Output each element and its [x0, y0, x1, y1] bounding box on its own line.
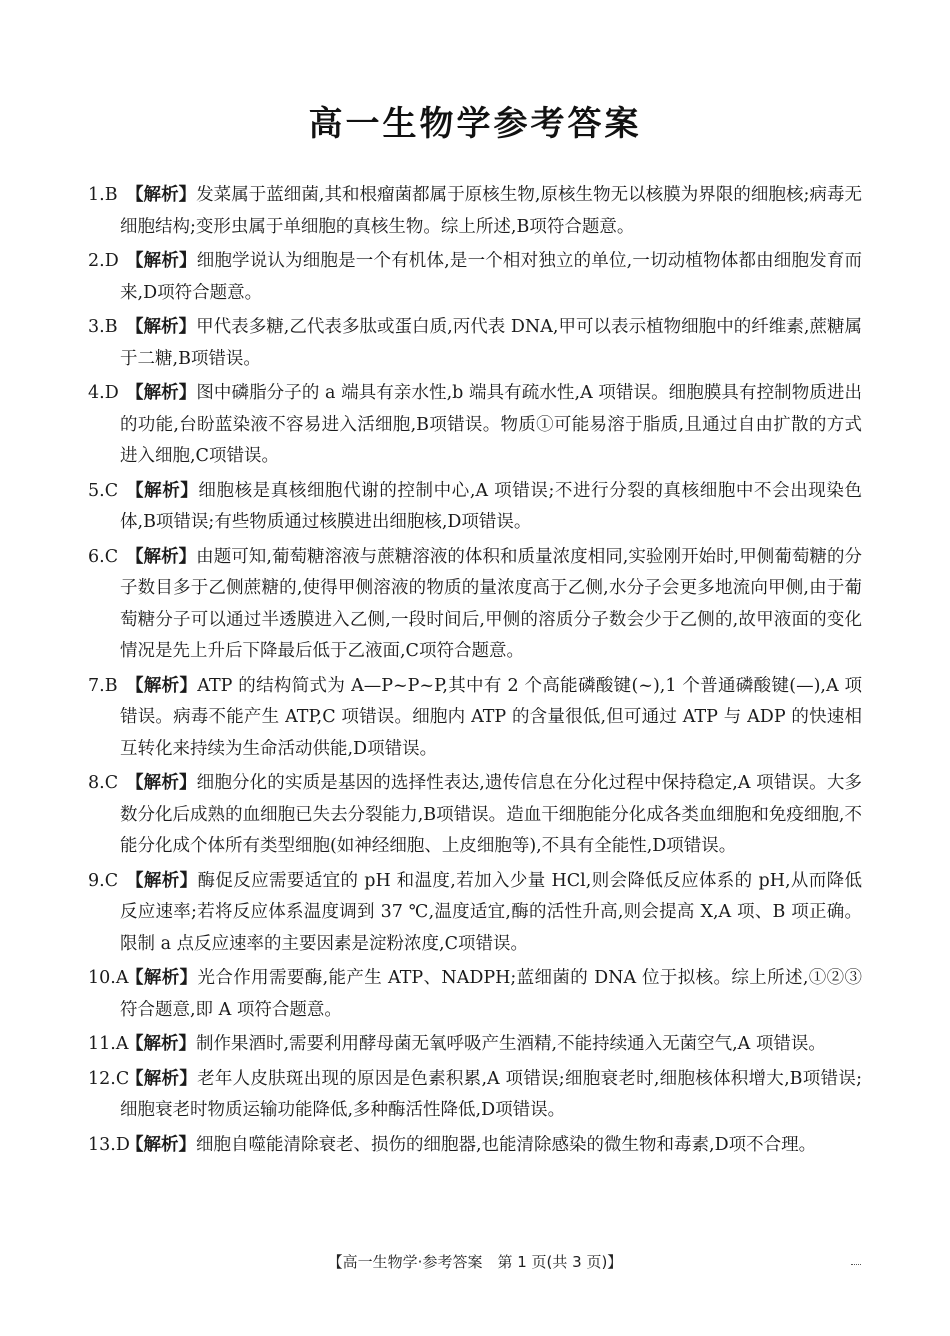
item-number: 12.C	[88, 1068, 130, 1089]
answer-item-1	[88, 180, 862, 243]
analysis-tag: 【解析】	[126, 317, 197, 337]
analysis-tag: 【解析】	[126, 773, 197, 793]
item-number: 5.C	[88, 480, 119, 501]
answer-item-11	[88, 1029, 862, 1061]
answer-item-4	[88, 378, 862, 473]
analysis-tag: 【解析】	[126, 870, 198, 891]
answer-item-9	[88, 866, 862, 961]
analysis-tag: 【解析】	[126, 1134, 196, 1155]
item-number: 11.A	[88, 1034, 129, 1054]
analysis-tag: 【解析】	[126, 968, 198, 988]
item-number: 9.C	[88, 870, 119, 891]
answer-item-8	[88, 768, 862, 863]
item-number: 3.B	[88, 317, 118, 337]
answer-list	[88, 180, 862, 1164]
analysis-text: 由题可知,葡萄糖溶液与蔗糖溶液的体积和质量浓度相同,实验刚开始时,甲侧葡萄糖的分子数目多于乙侧蔗糖的,使得甲侧溶液的物质的量浓度高于乙侧,水分子会更多地流向甲侧,由于葡萄糖分子可以通过半透膜进入乙侧,一段时间后,甲侧的溶质分子数会少于乙侧的,故甲液面的变化情况是先上升后下降最后低于乙液面,C项符合题意。	[120, 546, 863, 661]
item-number: 4.D	[88, 383, 119, 403]
analysis-tag: 【解析】	[126, 675, 198, 696]
analysis-text: 发菜属于蓝细菌,其和根瘤菌都属于原核生物,原核生物无以核膜为界限的细胞核;病毒无细胞结构;变形虫属于单细胞的真核生物。综上所述,B项符合题意。	[120, 185, 862, 237]
analysis-tag: 【解析】	[126, 546, 197, 567]
answer-item-5	[88, 476, 862, 539]
analysis-tag: 【解析】	[126, 1068, 198, 1089]
answer-item-7	[88, 671, 862, 766]
analysis-tag: 【解析】	[126, 185, 197, 205]
item-number: 1.B	[88, 185, 118, 205]
analysis-text: 制作果酒时,需要利用酵母菌无氧呼吸产生酒精,不能持续通入无菌空气,A 项错误。	[196, 1034, 826, 1054]
analysis-text: 细胞自噬能清除衰老、损伤的细胞器,也能清除感染的微生物和毒素,D项不合理。	[196, 1134, 817, 1155]
analysis-text: 甲代表多糖,乙代表多肽或蛋白质,丙代表 DNA,甲可以表示植物细胞中的纤维素,蔗糖属于二糖,B项错误。	[120, 317, 863, 369]
answer-item-2	[88, 246, 862, 309]
analysis-text: 酶促反应需要适宜的 pH 和温度,若加入少量 HCl,则会降低反应体系的 pH,从而降低反应速率;若将反应体系温度调到 37 ℃,温度适宜,酶的活性升高,则会提高 X,A 项、B 项正确。限制 a 点反应速率的主要因素是淀粉浓度,C项错误。	[120, 870, 862, 954]
answer-item-13	[88, 1130, 862, 1162]
answer-item-12	[88, 1064, 862, 1127]
item-number: 13.D	[88, 1134, 130, 1155]
item-number: 10.A	[88, 968, 129, 988]
analysis-tag: 【解析】	[126, 480, 199, 501]
analysis-tag: 【解析】	[126, 1034, 196, 1054]
analysis-text: ATP 的结构简式为 A—P~P~P,其中有 2 个高能磷酸键(~),1 个普通磷酸键(—),A 项错误。病毒不能产生 ATP,C 项错误。细胞内 ATP 的含量很低,但可通过 ATP 与 ADP 的快速相互转化来持续为生命活动供能,D项错误。	[120, 675, 862, 759]
answer-item-10	[88, 963, 862, 1026]
item-number: 6.C	[88, 546, 119, 567]
item-number: 7.B	[88, 675, 118, 696]
analysis-text: 细胞核是真核细胞代谢的控制中心,A 项错误;不进行分裂的真核细胞中不会出现染色体,B项错误;有些物质通过核膜进出细胞核,D项错误。	[120, 480, 862, 532]
corner-mark	[851, 1262, 861, 1265]
answer-item-6	[88, 542, 862, 668]
page-footer: 【高一生物学·参考答案 第 1 页(共 3 页)】	[327, 1253, 623, 1271]
analysis-tag: 【解析】	[126, 383, 197, 403]
answer-item-3	[88, 312, 862, 375]
analysis-text: 图中磷脂分子的 a 端具有亲水性,b 端具有疏水性,A 项错误。细胞膜具有控制物质进出的功能,台盼蓝染液不容易进入活细胞,B项错误。物质①可能易溶于脂质,且通过自由扩散的方式进入细胞,C项错误。	[120, 383, 862, 466]
analysis-text: 细胞学说认为细胞是一个有机体,是一个相对独立的单位,一切动植物体都由细胞发育而来,D项符合题意。	[120, 251, 862, 303]
analysis-text: 光合作用需要酶,能产生 ATP、NADPH;蓝细菌的 DNA 位于拟核。综上所述,①②③符合题意,即 A 项符合题意。	[120, 968, 862, 1020]
item-number: 2.D	[88, 251, 119, 271]
item-number: 8.C	[88, 773, 119, 793]
analysis-text: 老年人皮肤斑出现的原因是色素积累,A 项错误;细胞衰老时,细胞核体积增大,B项错误;细胞衰老时物质运输功能降低,多种酶活性降低,D项错误。	[120, 1068, 862, 1120]
analysis-tag: 【解析】	[126, 251, 197, 271]
analysis-text: 细胞分化的实质是基因的选择性表达,遗传信息在分化过程中保持稳定,A 项错误。大多数分化后成熟的血细胞已失去分裂能力,B项错误。造血干细胞能分化成各类血细胞和免疫细胞,不能分化成个体所有类型细胞(如神经细胞、上皮细胞等),不具有全能性,D项错误。	[120, 773, 863, 856]
page-title: 高一生物学参考答案	[308, 104, 642, 144]
